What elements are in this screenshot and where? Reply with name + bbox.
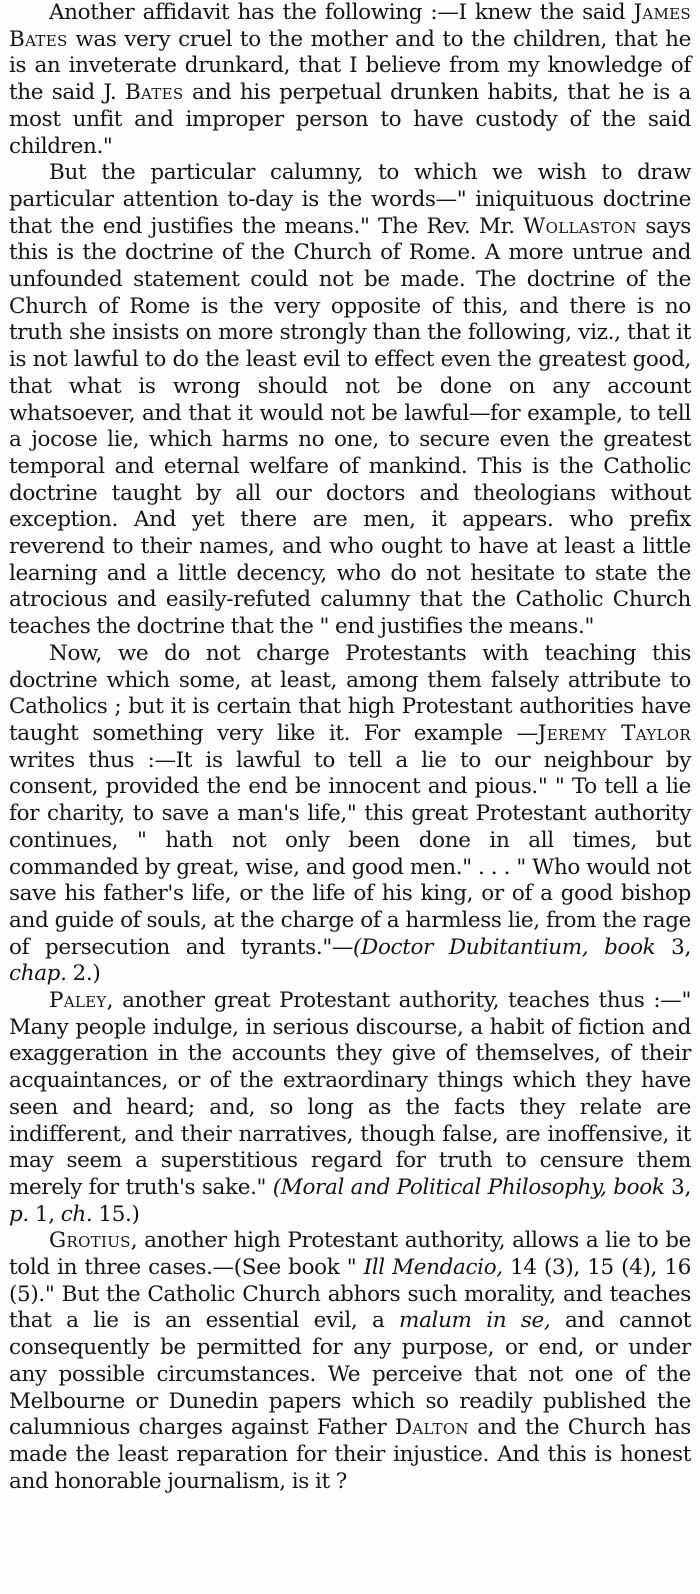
article-column	[9, 0, 691, 1495]
italic-citation: (Doctor Dubitantium, book	[353, 934, 656, 960]
text-run: Now, we do not charge Protestants with teaching this doctrine which some, at least, among them falsely attribute to Catholics ; but it is certain that high Protestant authorities have taught something very like it. For example —	[9, 640, 691, 746]
paragraph-jeremy-taylor	[9, 641, 691, 988]
proper-name: Bates	[124, 80, 184, 106]
text-run: writes thus :—It is lawful to tell a lie to our neighbour by consent, provided the end be innocent and pious." " To tell a lie for charity, to save a man's life," this great Protestant authority continues, " hath not only been done in all times, but commanded by great, wise, and good men." . . . " Who would not save his father's life, or the life of his king, or of a good bishop and guide of souls, at the charge of a harmless lie, from the rage of persecution and tyrants."—	[9, 747, 691, 960]
text-run: and the Church has made the least reparation for their injustice. And this is honest and honorable journalism, is it ?	[9, 1415, 691, 1494]
paragraph-paley	[9, 988, 691, 1228]
text-run: Another affidavit has the following :—I knew the said	[49, 0, 634, 25]
proper-name: Paley	[49, 988, 107, 1014]
text-run: 3,	[655, 934, 691, 960]
italic-citation: malum in se,	[399, 1308, 551, 1334]
proper-name: Jeremy Taylor	[537, 720, 691, 746]
text-run: and his perpetual drunken habits, that he is a most unfit and improper person to have custody of the said children."	[9, 80, 691, 159]
proper-name: Dalton	[394, 1415, 469, 1441]
italic-citation: p.	[9, 1201, 29, 1227]
italic-citation: Ill Mendacio,	[363, 1255, 503, 1281]
text-run: 2.)	[66, 961, 101, 987]
text-run: 15.)	[92, 1201, 140, 1227]
italic-citation: ch.	[60, 1201, 93, 1227]
text-run: 14 (3), 15 (4), 16 (5)." But the Catholic Church abhors such morality, and teaches that a lie is an essential evil, a	[9, 1255, 691, 1334]
text-run: , another great Protestant authority, teaches thus :—" Many people indulge, in serious discourse, a habit of fiction and exaggeration in the accounts they give of themselves, of their acquaintances, or of the extraordinary things which they have seen and heard; and, so long as the facts they relate are indifferent, and their narratives, though false, are inoffensive, it may seem a superstitious regard for truth to censure them merely for truth's sake."	[9, 988, 691, 1200]
text-run: But the particular calumny, to which we wish to draw particular attention to-day is the words—" iniquituous doctrine that the end justifies the means." The Rev. Mr.	[9, 160, 691, 239]
italic-citation: (Moral and Political Philosophy, book	[272, 1174, 665, 1200]
text-run: 3,	[664, 1174, 691, 1200]
paragraph-grotius	[9, 1228, 691, 1495]
proper-name: Wollaston	[523, 213, 637, 239]
italic-citation: chap.	[9, 961, 67, 987]
paragraph-calumny	[9, 160, 691, 641]
text-run: 1,	[28, 1201, 61, 1227]
text-run: , another high Protestant authority, allows a lie to be told in three cases.—(See book "	[9, 1228, 691, 1281]
text-run: and cannot consequently be permitted for any purpose, or end, or under any possible circumstances. We perceive that not one of the Melbourne or Dunedin papers which so readily published the calumnious charges against Father	[9, 1308, 691, 1441]
text-run: says this is the doctrine of the Church of Rome. A more untrue and unfounded statement could not be made. The doctrine of the Church of Rome is the very opposite of this, and there is no truth she insists on more strongly than the following, viz., that it is not lawful to do the least evil to effect even the greatest good, that what is wrong should not be done on any account whatsoever, and that it would not be lawful—for example, to tell a jocose lie, which harms no one, to secure even the greatest temporal and eternal welfare of mankind. This is the Catholic doctrine taught by all our doctors and theologians without exception. And yet there are men, it appears. who prefix reverend to their names, and who ought to have at least a little learning and a little decency, who do not hesitate to state the atrocious and easily-refuted calumny that the Catholic Church teaches the doctrine that the " end justifies the means."	[9, 213, 691, 640]
text-run: was very cruel to the mother and to the children, that he is an inveterate drunkard, that I believe from my knowledge of the said J.	[9, 26, 691, 106]
proper-name: Grotius	[49, 1228, 131, 1254]
proper-name: James Bates	[9, 0, 691, 52]
paragraph-affidavit	[9, 0, 691, 160]
